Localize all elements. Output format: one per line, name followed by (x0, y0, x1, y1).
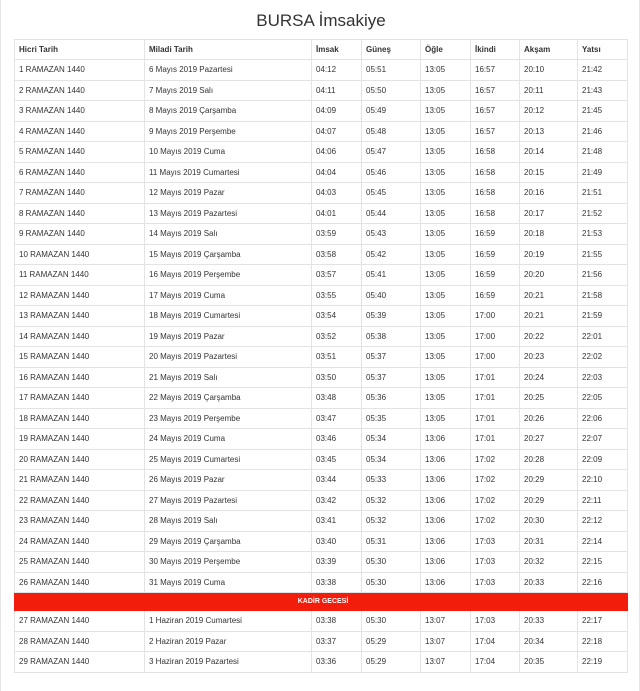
cell-yatsi: 22:03 (578, 367, 628, 388)
cell-ogle: 13:05 (421, 60, 471, 81)
cell-aksam: 20:31 (520, 531, 578, 552)
table-row (15, 60, 628, 81)
cell-yatsi: 21:43 (578, 80, 628, 101)
cell-yatsi: 22:15 (578, 552, 628, 573)
cell-ogle: 13:05 (421, 121, 471, 142)
cell-imsak: 03:55 (312, 285, 362, 306)
cell-yatsi: 21:59 (578, 306, 628, 327)
cell-gunes: 05:39 (362, 306, 421, 327)
cell-miladi-tarih: 21 Mayıs 2019 Salı (145, 367, 312, 388)
header-yatsi: Yatsı (578, 40, 628, 60)
cell-miladi-tarih: 18 Mayıs 2019 Cumartesi (145, 306, 312, 327)
cell-aksam: 20:33 (520, 611, 578, 632)
cell-imsak: 03:44 (312, 470, 362, 491)
cell-yatsi: 21:53 (578, 224, 628, 245)
table-row (15, 326, 628, 347)
header-row (15, 40, 628, 60)
cell-hicri-tarih: 4 RAMAZAN 1440 (15, 121, 145, 142)
cell-hicri-tarih: 9 RAMAZAN 1440 (15, 224, 145, 245)
cell-ogle: 13:05 (421, 408, 471, 429)
header-ogle: Öğle (421, 40, 471, 60)
cell-yatsi: 22:02 (578, 347, 628, 368)
cell-imsak: 03:58 (312, 244, 362, 265)
cell-ikindi: 16:59 (471, 244, 520, 265)
cell-ogle: 13:06 (421, 449, 471, 470)
table-row (15, 490, 628, 511)
cell-yatsi: 22:01 (578, 326, 628, 347)
cell-ikindi: 16:58 (471, 203, 520, 224)
cell-yatsi: 22:07 (578, 429, 628, 450)
cell-ikindi: 17:01 (471, 408, 520, 429)
cell-miladi-tarih: 3 Haziran 2019 Pazartesi (145, 652, 312, 673)
cell-gunes: 05:43 (362, 224, 421, 245)
table-row (15, 631, 628, 652)
cell-ogle: 13:05 (421, 203, 471, 224)
table-row (15, 265, 628, 286)
table-row (15, 611, 628, 632)
cell-hicri-tarih: 15 RAMAZAN 1440 (15, 347, 145, 368)
cell-imsak: 03:47 (312, 408, 362, 429)
cell-ikindi: 17:04 (471, 631, 520, 652)
cell-aksam: 20:22 (520, 326, 578, 347)
cell-aksam: 20:11 (520, 80, 578, 101)
cell-hicri-tarih: 25 RAMAZAN 1440 (15, 552, 145, 573)
cell-imsak: 03:51 (312, 347, 362, 368)
cell-hicri-tarih: 21 RAMAZAN 1440 (15, 470, 145, 491)
cell-miladi-tarih: 2 Haziran 2019 Pazar (145, 631, 312, 652)
cell-yatsi: 22:10 (578, 470, 628, 491)
cell-yatsi: 21:49 (578, 162, 628, 183)
cell-gunes: 05:46 (362, 162, 421, 183)
cell-ikindi: 17:00 (471, 326, 520, 347)
page-title: BURSA İmsakiye (256, 11, 386, 30)
table-row (15, 470, 628, 491)
cell-miladi-tarih: 8 Mayıs 2019 Çarşamba (145, 101, 312, 122)
cell-ogle: 13:07 (421, 611, 471, 632)
cell-ikindi: 17:02 (471, 470, 520, 491)
cell-ogle: 13:07 (421, 631, 471, 652)
cell-imsak: 03:57 (312, 265, 362, 286)
cell-miladi-tarih: 26 Mayıs 2019 Pazar (145, 470, 312, 491)
table-row (15, 162, 628, 183)
cell-miladi-tarih: 7 Mayıs 2019 Salı (145, 80, 312, 101)
cell-hicri-tarih: 22 RAMAZAN 1440 (15, 490, 145, 511)
cell-miladi-tarih: 23 Mayıs 2019 Perşembe (145, 408, 312, 429)
cell-hicri-tarih: 26 RAMAZAN 1440 (15, 572, 145, 593)
cell-gunes: 05:41 (362, 265, 421, 286)
cell-gunes: 05:45 (362, 183, 421, 204)
cell-yatsi: 21:56 (578, 265, 628, 286)
cell-gunes: 05:37 (362, 347, 421, 368)
cell-miladi-tarih: 27 Mayıs 2019 Pazartesi (145, 490, 312, 511)
cell-ogle: 13:05 (421, 265, 471, 286)
cell-miladi-tarih: 10 Mayıs 2019 Cuma (145, 142, 312, 163)
cell-gunes: 05:30 (362, 611, 421, 632)
cell-ikindi: 17:04 (471, 652, 520, 673)
cell-aksam: 20:17 (520, 203, 578, 224)
cell-gunes: 05:33 (362, 470, 421, 491)
cell-gunes: 05:34 (362, 429, 421, 450)
header-aksam: Akşam (520, 40, 578, 60)
cell-gunes: 05:40 (362, 285, 421, 306)
cell-imsak: 03:41 (312, 511, 362, 532)
cell-ogle: 13:05 (421, 244, 471, 265)
cell-yatsi: 22:17 (578, 611, 628, 632)
cell-aksam: 20:19 (520, 244, 578, 265)
cell-hicri-tarih: 17 RAMAZAN 1440 (15, 388, 145, 409)
cell-yatsi: 21:46 (578, 121, 628, 142)
table-row (15, 429, 628, 450)
table-row (15, 347, 628, 368)
cell-aksam: 20:10 (520, 60, 578, 81)
cell-yatsi: 21:51 (578, 183, 628, 204)
header-hicri-tarih: Hicri Tarih (15, 40, 145, 60)
cell-imsak: 03:42 (312, 490, 362, 511)
cell-ikindi: 16:57 (471, 60, 520, 81)
cell-miladi-tarih: 24 Mayıs 2019 Cuma (145, 429, 312, 450)
cell-gunes: 05:38 (362, 326, 421, 347)
cell-ogle: 13:05 (421, 347, 471, 368)
cell-yatsi: 22:11 (578, 490, 628, 511)
kadir-gecesi-label: KADİR GECESİ (15, 593, 628, 611)
cell-imsak: 03:36 (312, 652, 362, 673)
cell-yatsi: 21:58 (578, 285, 628, 306)
header-imsak: İmsak (312, 40, 362, 60)
cell-gunes: 05:48 (362, 121, 421, 142)
header-ikindi: İkindi (471, 40, 520, 60)
cell-ikindi: 17:03 (471, 531, 520, 552)
cell-imsak: 03:50 (312, 367, 362, 388)
cell-miladi-tarih: 13 Mayıs 2019 Pazartesi (145, 203, 312, 224)
imsakiye-table (14, 39, 628, 673)
table-row (15, 531, 628, 552)
cell-miladi-tarih: 17 Mayıs 2019 Cuma (145, 285, 312, 306)
cell-imsak: 03:46 (312, 429, 362, 450)
cell-yatsi: 22:06 (578, 408, 628, 429)
cell-imsak: 03:39 (312, 552, 362, 573)
cell-ogle: 13:06 (421, 531, 471, 552)
table-row (15, 183, 628, 204)
table-row (15, 121, 628, 142)
cell-aksam: 20:16 (520, 183, 578, 204)
cell-gunes: 05:51 (362, 60, 421, 81)
cell-ogle: 13:05 (421, 80, 471, 101)
cell-aksam: 20:23 (520, 347, 578, 368)
cell-ogle: 13:06 (421, 470, 471, 491)
cell-aksam: 20:26 (520, 408, 578, 429)
cell-miladi-tarih: 15 Mayıs 2019 Çarşamba (145, 244, 312, 265)
cell-imsak: 03:38 (312, 572, 362, 593)
cell-ikindi: 16:57 (471, 101, 520, 122)
cell-ikindi: 17:00 (471, 306, 520, 327)
cell-aksam: 20:28 (520, 449, 578, 470)
cell-ikindi: 16:57 (471, 121, 520, 142)
cell-ogle: 13:05 (421, 183, 471, 204)
cell-ogle: 13:05 (421, 162, 471, 183)
cell-aksam: 20:33 (520, 572, 578, 593)
cell-imsak: 03:38 (312, 611, 362, 632)
header-gunes: Güneş (362, 40, 421, 60)
cell-hicri-tarih: 13 RAMAZAN 1440 (15, 306, 145, 327)
cell-gunes: 05:50 (362, 80, 421, 101)
table-row (15, 408, 628, 429)
cell-gunes: 05:34 (362, 449, 421, 470)
cell-hicri-tarih: 1 RAMAZAN 1440 (15, 60, 145, 81)
cell-imsak: 03:52 (312, 326, 362, 347)
cell-gunes: 05:47 (362, 142, 421, 163)
cell-aksam: 20:24 (520, 367, 578, 388)
cell-ikindi: 17:03 (471, 552, 520, 573)
cell-yatsi: 21:55 (578, 244, 628, 265)
table-row (15, 511, 628, 532)
cell-ikindi: 16:59 (471, 285, 520, 306)
cell-imsak: 03:37 (312, 631, 362, 652)
table-row (15, 652, 628, 673)
cell-hicri-tarih: 24 RAMAZAN 1440 (15, 531, 145, 552)
cell-ikindi: 16:59 (471, 224, 520, 245)
cell-hicri-tarih: 5 RAMAZAN 1440 (15, 142, 145, 163)
cell-gunes: 05:36 (362, 388, 421, 409)
cell-imsak: 04:09 (312, 101, 362, 122)
cell-hicri-tarih: 23 RAMAZAN 1440 (15, 511, 145, 532)
cell-miladi-tarih: 31 Mayıs 2019 Cuma (145, 572, 312, 593)
cell-aksam: 20:35 (520, 652, 578, 673)
table-row (15, 142, 628, 163)
cell-yatsi: 21:42 (578, 60, 628, 81)
cell-ikindi: 17:02 (471, 511, 520, 532)
table-row (15, 449, 628, 470)
cell-aksam: 20:15 (520, 162, 578, 183)
cell-hicri-tarih: 20 RAMAZAN 1440 (15, 449, 145, 470)
cell-gunes: 05:35 (362, 408, 421, 429)
cell-aksam: 20:29 (520, 490, 578, 511)
cell-ogle: 13:05 (421, 388, 471, 409)
cell-aksam: 20:21 (520, 285, 578, 306)
cell-ogle: 13:06 (421, 429, 471, 450)
cell-imsak: 04:11 (312, 80, 362, 101)
cell-aksam: 20:34 (520, 631, 578, 652)
cell-gunes: 05:32 (362, 511, 421, 532)
cell-miladi-tarih: 28 Mayıs 2019 Salı (145, 511, 312, 532)
cell-gunes: 05:29 (362, 652, 421, 673)
table-row (15, 572, 628, 593)
cell-miladi-tarih: 14 Mayıs 2019 Salı (145, 224, 312, 245)
cell-imsak: 04:04 (312, 162, 362, 183)
cell-miladi-tarih: 6 Mayıs 2019 Pazartesi (145, 60, 312, 81)
cell-hicri-tarih: 10 RAMAZAN 1440 (15, 244, 145, 265)
cell-gunes: 05:37 (362, 367, 421, 388)
cell-hicri-tarih: 6 RAMAZAN 1440 (15, 162, 145, 183)
cell-yatsi: 22:16 (578, 572, 628, 593)
cell-ikindi: 17:03 (471, 572, 520, 593)
cell-gunes: 05:30 (362, 572, 421, 593)
cell-miladi-tarih: 16 Mayıs 2019 Perşembe (145, 265, 312, 286)
cell-aksam: 20:32 (520, 552, 578, 573)
cell-yatsi: 22:12 (578, 511, 628, 532)
cell-aksam: 20:29 (520, 470, 578, 491)
cell-yatsi: 21:48 (578, 142, 628, 163)
cell-miladi-tarih: 25 Mayıs 2019 Cumartesi (145, 449, 312, 470)
cell-gunes: 05:30 (362, 552, 421, 573)
table-row (15, 224, 628, 245)
cell-hicri-tarih: 2 RAMAZAN 1440 (15, 80, 145, 101)
table-row (15, 552, 628, 573)
cell-miladi-tarih: 30 Mayıs 2019 Perşembe (145, 552, 312, 573)
cell-miladi-tarih: 11 Mayıs 2019 Cumartesi (145, 162, 312, 183)
cell-ikindi: 16:58 (471, 183, 520, 204)
cell-ikindi: 17:01 (471, 367, 520, 388)
cell-aksam: 20:13 (520, 121, 578, 142)
cell-ogle: 13:05 (421, 224, 471, 245)
cell-ikindi: 17:03 (471, 611, 520, 632)
table-row (15, 80, 628, 101)
cell-yatsi: 21:45 (578, 101, 628, 122)
cell-ikindi: 16:59 (471, 265, 520, 286)
cell-ikindi: 16:58 (471, 162, 520, 183)
cell-gunes: 05:29 (362, 631, 421, 652)
cell-yatsi: 22:18 (578, 631, 628, 652)
cell-aksam: 20:30 (520, 511, 578, 532)
cell-hicri-tarih: 11 RAMAZAN 1440 (15, 265, 145, 286)
cell-yatsi: 22:05 (578, 388, 628, 409)
cell-aksam: 20:18 (520, 224, 578, 245)
cell-ikindi: 17:01 (471, 429, 520, 450)
cell-hicri-tarih: 8 RAMAZAN 1440 (15, 203, 145, 224)
cell-miladi-tarih: 1 Haziran 2019 Cumartesi (145, 611, 312, 632)
cell-ogle: 13:05 (421, 285, 471, 306)
cell-miladi-tarih: 9 Mayıs 2019 Perşembe (145, 121, 312, 142)
cell-ogle: 13:07 (421, 652, 471, 673)
table-body (15, 60, 628, 673)
table-row (15, 101, 628, 122)
cell-imsak: 03:54 (312, 306, 362, 327)
cell-imsak: 04:07 (312, 121, 362, 142)
cell-ogle: 13:06 (421, 552, 471, 573)
cell-gunes: 05:44 (362, 203, 421, 224)
cell-yatsi: 22:19 (578, 652, 628, 673)
table-row (15, 244, 628, 265)
cell-aksam: 20:27 (520, 429, 578, 450)
cell-gunes: 05:31 (362, 531, 421, 552)
cell-hicri-tarih: 14 RAMAZAN 1440 (15, 326, 145, 347)
cell-ogle: 13:06 (421, 490, 471, 511)
cell-miladi-tarih: 12 Mayıs 2019 Pazar (145, 183, 312, 204)
cell-aksam: 20:21 (520, 306, 578, 327)
cell-ogle: 13:05 (421, 367, 471, 388)
cell-ikindi: 17:02 (471, 490, 520, 511)
header-miladi-tarih: Miladi Tarih (145, 40, 312, 60)
cell-imsak: 03:45 (312, 449, 362, 470)
cell-ogle: 13:05 (421, 101, 471, 122)
table-row (15, 388, 628, 409)
cell-miladi-tarih: 29 Mayıs 2019 Çarşamba (145, 531, 312, 552)
cell-ikindi: 17:02 (471, 449, 520, 470)
cell-imsak: 04:06 (312, 142, 362, 163)
table-row (15, 306, 628, 327)
cell-imsak: 04:03 (312, 183, 362, 204)
cell-hicri-tarih: 19 RAMAZAN 1440 (15, 429, 145, 450)
cell-gunes: 05:32 (362, 490, 421, 511)
cell-ogle: 13:05 (421, 326, 471, 347)
table-row (15, 367, 628, 388)
cell-miladi-tarih: 22 Mayıs 2019 Çarşamba (145, 388, 312, 409)
table-row (15, 203, 628, 224)
cell-yatsi: 21:52 (578, 203, 628, 224)
cell-hicri-tarih: 16 RAMAZAN 1440 (15, 367, 145, 388)
cell-gunes: 05:49 (362, 101, 421, 122)
cell-hicri-tarih: 28 RAMAZAN 1440 (15, 631, 145, 652)
cell-imsak: 04:12 (312, 60, 362, 81)
cell-aksam: 20:25 (520, 388, 578, 409)
table-row (15, 285, 628, 306)
cell-yatsi: 22:14 (578, 531, 628, 552)
cell-imsak: 04:01 (312, 203, 362, 224)
cell-gunes: 05:42 (362, 244, 421, 265)
cell-aksam: 20:20 (520, 265, 578, 286)
cell-ogle: 13:05 (421, 306, 471, 327)
cell-ikindi: 17:00 (471, 347, 520, 368)
cell-hicri-tarih: 27 RAMAZAN 1440 (15, 611, 145, 632)
cell-ikindi: 17:01 (471, 388, 520, 409)
cell-miladi-tarih: 20 Mayıs 2019 Pazartesi (145, 347, 312, 368)
cell-hicri-tarih: 18 RAMAZAN 1440 (15, 408, 145, 429)
cell-hicri-tarih: 29 RAMAZAN 1440 (15, 652, 145, 673)
cell-ikindi: 16:57 (471, 80, 520, 101)
kadir-gecesi-row (15, 593, 628, 611)
cell-yatsi: 22:09 (578, 449, 628, 470)
cell-miladi-tarih: 19 Mayıs 2019 Pazar (145, 326, 312, 347)
cell-aksam: 20:12 (520, 101, 578, 122)
cell-imsak: 03:40 (312, 531, 362, 552)
cell-ogle: 13:06 (421, 572, 471, 593)
cell-ikindi: 16:58 (471, 142, 520, 163)
cell-aksam: 20:14 (520, 142, 578, 163)
cell-imsak: 03:48 (312, 388, 362, 409)
cell-hicri-tarih: 7 RAMAZAN 1440 (15, 183, 145, 204)
cell-hicri-tarih: 12 RAMAZAN 1440 (15, 285, 145, 306)
cell-ogle: 13:06 (421, 511, 471, 532)
cell-hicri-tarih: 3 RAMAZAN 1440 (15, 101, 145, 122)
cell-ogle: 13:05 (421, 142, 471, 163)
cell-imsak: 03:59 (312, 224, 362, 245)
